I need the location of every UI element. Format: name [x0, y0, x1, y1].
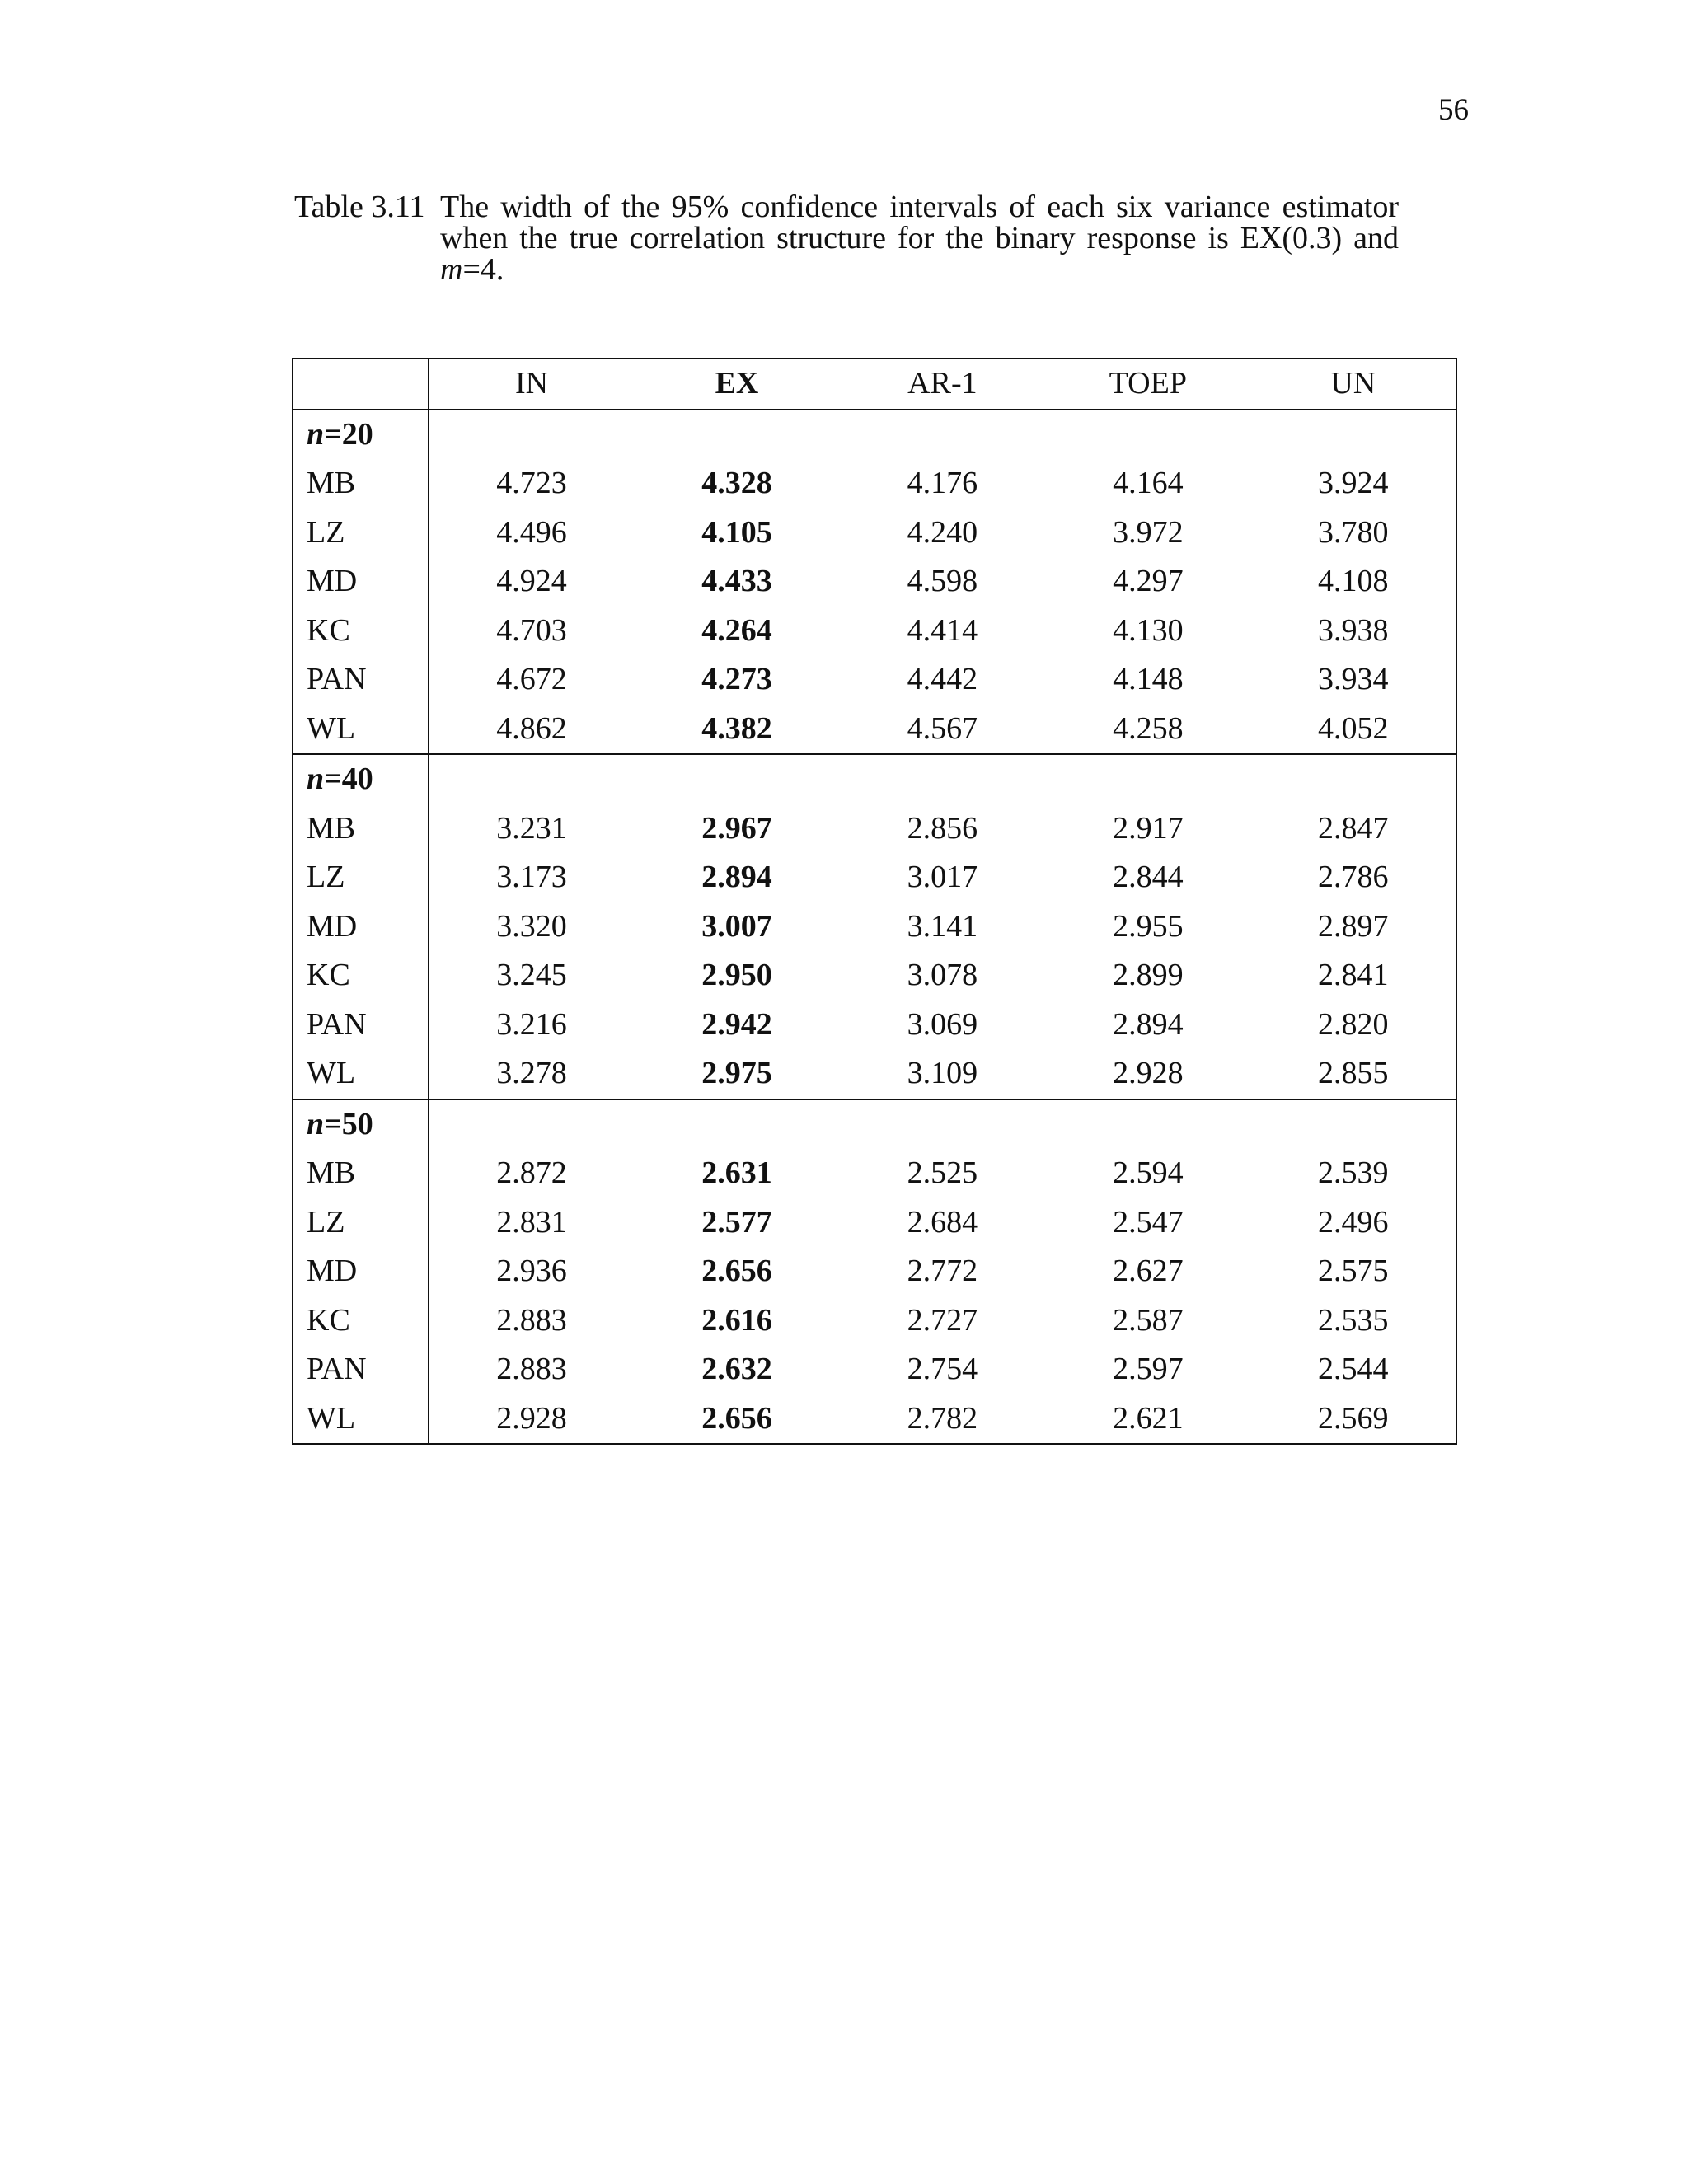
value-cell: 4.862 — [496, 710, 567, 746]
group-label-size: =40 — [324, 762, 373, 796]
value-cell: 2.786 — [1318, 860, 1389, 894]
value-cell: 2.577 — [701, 1204, 772, 1240]
value-cell: 3.320 — [496, 908, 567, 944]
table-group — [293, 410, 1456, 755]
value-cell: 2.844 — [1113, 860, 1184, 894]
value-cell: 2.936 — [496, 1254, 567, 1288]
caption-m-value: =4. — [462, 252, 504, 287]
value-cell: 2.897 — [1318, 908, 1389, 944]
empty-cell — [840, 1099, 1045, 1150]
group-label-size: =20 — [324, 416, 373, 452]
value-cell: 4.108 — [1318, 564, 1389, 598]
row-label: MD — [293, 902, 429, 952]
row-label: LZ — [293, 1198, 429, 1248]
row-label: MD — [293, 557, 429, 607]
table-row — [293, 853, 1456, 902]
value-cell: 2.525 — [907, 1155, 978, 1190]
group-label — [293, 1099, 429, 1150]
value-cell: 4.164 — [1113, 466, 1184, 500]
empty-cell — [634, 1099, 839, 1150]
table-group — [293, 754, 1456, 1099]
empty-cell — [634, 754, 839, 804]
value-cell: 4.148 — [1113, 662, 1184, 696]
value-cell: 3.069 — [907, 1006, 978, 1042]
value-cell: 3.007 — [701, 908, 772, 944]
table-row — [293, 1345, 1456, 1394]
caption-m-symbol: m — [440, 252, 463, 287]
row-label: LZ — [293, 853, 429, 902]
row-label: MB — [293, 1149, 429, 1198]
value-cell: 3.173 — [496, 860, 567, 894]
value-cell: 2.899 — [1113, 958, 1184, 992]
value-cell: 2.975 — [701, 1056, 772, 1090]
value-cell: 2.928 — [496, 1400, 567, 1436]
value-cell: 2.894 — [1113, 1006, 1184, 1042]
value-cell: 2.539 — [1318, 1155, 1389, 1190]
page-number: 56 — [1438, 93, 1469, 127]
row-label: PAN — [293, 655, 429, 705]
value-cell: 2.575 — [1318, 1254, 1389, 1288]
value-cell: 2.587 — [1113, 1302, 1184, 1338]
value-cell: 2.847 — [1318, 810, 1389, 846]
value-cell: 2.772 — [907, 1254, 978, 1288]
caption-text — [440, 191, 1399, 285]
value-cell: 2.627 — [1113, 1254, 1184, 1288]
group-label-n: n — [307, 1106, 325, 1141]
row-label: MB — [293, 459, 429, 509]
table-row — [293, 1149, 1456, 1198]
header-ex: EX — [634, 359, 839, 410]
value-cell: 2.631 — [701, 1155, 772, 1190]
value-cell: 3.109 — [907, 1056, 978, 1090]
value-cell: 4.567 — [907, 710, 978, 746]
row-label: MB — [293, 804, 429, 854]
table-row — [293, 557, 1456, 607]
value-cell: 2.894 — [701, 860, 772, 894]
row-label: LZ — [293, 509, 429, 558]
value-cell: 4.258 — [1113, 710, 1184, 746]
row-label: WL — [293, 705, 429, 755]
value-cell: 4.703 — [496, 612, 567, 648]
value-cell: 4.264 — [701, 612, 772, 648]
header-row — [293, 359, 1456, 410]
value-cell: 4.052 — [1318, 710, 1389, 746]
empty-cell — [1251, 1099, 1456, 1150]
group-header-row — [293, 410, 1456, 460]
empty-cell — [1045, 410, 1250, 460]
empty-cell — [429, 410, 634, 460]
header-ar1: AR-1 — [840, 359, 1045, 410]
group-label — [293, 410, 429, 460]
table-row — [293, 607, 1456, 656]
value-cell: 2.656 — [701, 1254, 772, 1288]
value-cell: 2.597 — [1113, 1352, 1184, 1386]
value-cell: 2.820 — [1318, 1006, 1389, 1042]
table-row — [293, 1198, 1456, 1248]
value-cell: 2.621 — [1113, 1400, 1184, 1436]
value-cell: 2.928 — [1113, 1056, 1184, 1090]
value-cell: 4.442 — [907, 662, 978, 696]
value-cell: 2.855 — [1318, 1056, 1389, 1090]
value-cell: 3.245 — [496, 958, 567, 992]
row-label: WL — [293, 1049, 429, 1099]
value-cell: 3.078 — [907, 958, 978, 992]
empty-cell — [1251, 754, 1456, 804]
row-label: MD — [293, 1247, 429, 1296]
value-cell: 2.569 — [1318, 1400, 1389, 1436]
caption-line-1: The width of the 95% confidence intervals of each six variance estimator — [440, 190, 1399, 224]
empty-cell — [429, 1099, 634, 1150]
value-cell: 2.883 — [496, 1302, 567, 1338]
value-cell: 2.917 — [1113, 810, 1184, 846]
empty-cell — [840, 754, 1045, 804]
group-label-n: n — [307, 762, 325, 796]
value-cell: 3.938 — [1318, 612, 1389, 648]
value-cell: 2.684 — [907, 1204, 978, 1240]
value-cell: 3.934 — [1318, 662, 1389, 696]
value-cell: 2.727 — [907, 1302, 978, 1338]
caption-line-3 — [440, 254, 1399, 285]
table-row — [293, 1296, 1456, 1346]
value-cell: 3.278 — [496, 1056, 567, 1090]
value-cell: 2.656 — [701, 1400, 772, 1436]
row-label: PAN — [293, 1345, 429, 1394]
value-cell: 4.240 — [907, 514, 978, 550]
table-row — [293, 705, 1456, 755]
value-cell: 2.754 — [907, 1352, 978, 1386]
table-row — [293, 1049, 1456, 1099]
group-header-row — [293, 1099, 1456, 1150]
value-cell: 4.723 — [496, 466, 567, 500]
row-label: WL — [293, 1394, 429, 1445]
value-cell: 2.883 — [496, 1352, 567, 1386]
value-cell: 4.130 — [1113, 612, 1184, 648]
empty-cell — [1251, 410, 1456, 460]
group-label-n: n — [307, 416, 325, 452]
value-cell: 2.831 — [496, 1204, 567, 1240]
group-header-row — [293, 754, 1456, 804]
header-un: UN — [1251, 359, 1456, 410]
value-cell: 4.382 — [701, 710, 772, 746]
value-cell: 2.782 — [907, 1400, 978, 1436]
value-cell: 2.955 — [1113, 908, 1184, 944]
value-cell: 4.297 — [1113, 564, 1184, 598]
results-table — [292, 358, 1457, 1445]
value-cell: 2.967 — [701, 810, 772, 846]
empty-cell — [634, 410, 839, 460]
value-cell: 3.141 — [907, 908, 978, 944]
row-label: KC — [293, 951, 429, 1001]
table-row — [293, 1001, 1456, 1050]
value-cell: 3.924 — [1318, 466, 1389, 500]
row-label: KC — [293, 607, 429, 656]
empty-cell — [429, 754, 634, 804]
value-cell: 3.780 — [1318, 514, 1389, 550]
value-cell: 4.105 — [701, 514, 772, 550]
caption-label: Table 3.11 — [294, 190, 425, 224]
value-cell: 3.231 — [496, 810, 567, 846]
table-row — [293, 804, 1456, 854]
table-row — [293, 902, 1456, 952]
empty-cell — [1045, 754, 1250, 804]
header-in: IN — [429, 359, 634, 410]
value-cell: 2.616 — [701, 1302, 772, 1338]
value-cell: 2.544 — [1318, 1352, 1389, 1386]
value-cell: 2.547 — [1113, 1204, 1184, 1240]
value-cell: 4.496 — [496, 514, 567, 550]
value-cell: 4.598 — [907, 564, 978, 598]
value-cell: 4.176 — [907, 466, 978, 500]
group-label — [293, 754, 429, 804]
value-cell: 4.924 — [496, 564, 567, 598]
value-cell: 2.496 — [1318, 1204, 1389, 1240]
value-cell: 2.872 — [496, 1155, 567, 1190]
empty-cell — [1045, 1099, 1250, 1150]
value-cell: 4.414 — [907, 612, 978, 648]
group-label-size: =50 — [324, 1106, 373, 1141]
value-cell: 4.328 — [701, 466, 772, 500]
value-cell: 2.950 — [701, 958, 772, 992]
table-row — [293, 1394, 1456, 1445]
value-cell: 2.594 — [1113, 1155, 1184, 1190]
value-cell: 3.216 — [496, 1006, 567, 1042]
empty-cell — [840, 410, 1045, 460]
value-cell: 4.273 — [701, 662, 772, 696]
row-label: PAN — [293, 1001, 429, 1050]
table-row — [293, 655, 1456, 705]
table-row — [293, 509, 1456, 558]
table-row — [293, 951, 1456, 1001]
row-label: KC — [293, 1296, 429, 1346]
header-toep: TOEP — [1045, 359, 1250, 410]
value-cell: 2.535 — [1318, 1302, 1389, 1338]
value-cell: 2.942 — [701, 1006, 772, 1042]
header-stub — [293, 359, 429, 410]
caption-line-2: when the true correlation structure for the binary response is EX(0.3) and — [440, 221, 1399, 255]
table-row — [293, 1247, 1456, 1296]
value-cell: 4.672 — [496, 662, 567, 696]
value-cell: 3.017 — [907, 860, 978, 894]
value-cell: 4.433 — [701, 564, 772, 598]
table-row — [293, 459, 1456, 509]
table-group — [293, 1099, 1456, 1445]
value-cell: 3.972 — [1113, 514, 1184, 550]
value-cell: 2.841 — [1318, 958, 1389, 992]
value-cell: 2.632 — [701, 1352, 772, 1386]
value-cell: 2.856 — [907, 810, 978, 846]
